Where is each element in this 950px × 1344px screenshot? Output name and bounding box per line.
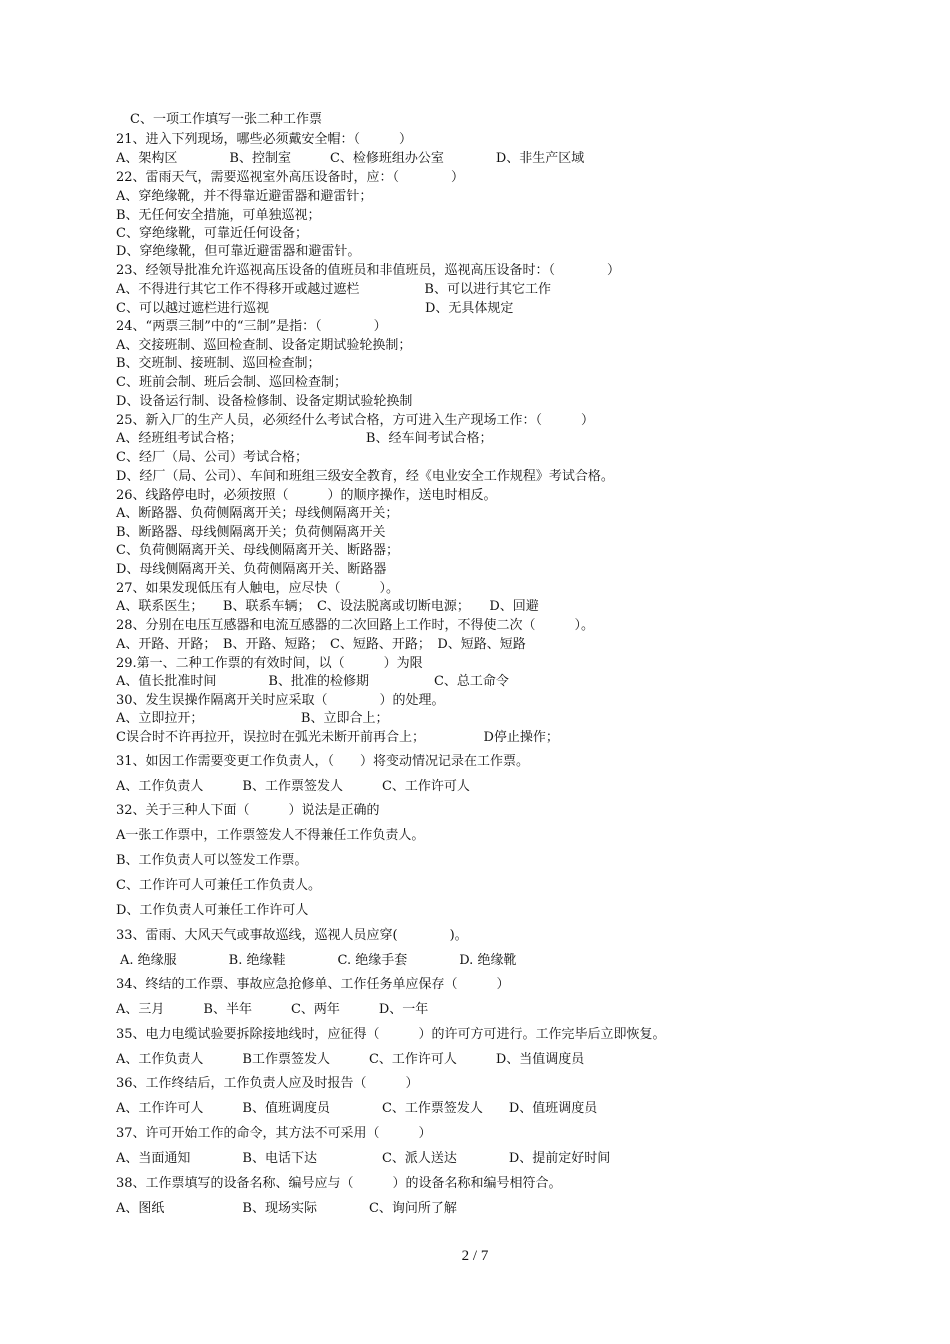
text-line: D、设备运行制、设备检修制、设备定期试验轮换制	[116, 394, 413, 409]
text-line: C、工作许可人可兼任工作负责人。	[116, 878, 321, 893]
text-line: 33、雷雨、大风天气或事故巡线，巡视人员应穿( )。	[116, 928, 468, 943]
text-line: A、断路器、负荷侧隔离开关；母线侧隔离开关；	[116, 506, 399, 521]
text-line: A、当面通知 B、电话下达 C、派人送达 D、提前定好时间	[116, 1151, 611, 1166]
text-line: 38、工作票填写的设备名称、编号应与（ ）的设备名称和编号相符合。	[116, 1176, 562, 1191]
text-line: A、架构区 B、控制室 C、检修班组办公室 D、非生产区域	[116, 151, 585, 166]
text-line: A. 绝缘服 B. 绝缘鞋 C. 绝缘手套 D. 绝缘靴	[120, 953, 517, 968]
text-line: 21、进入下列现场，哪些必须戴安全帽：（ ）	[116, 132, 413, 147]
text-line: 34、终结的工作票、事故应急抢修单、工作任务单应保存（ ）	[116, 977, 510, 992]
text-line: 35、电力电缆试验要拆除接地线时，应征得（ ）的许可方可进行。工作完毕后立即恢复。	[116, 1027, 666, 1042]
text-line: C误合时不许再拉开，误拉时在弧光未断开前再合上； D停止操作；	[116, 730, 559, 745]
text-line: D、经厂（局、公司）、车间和班组三级安全教育，经《电业安全工作规程》考试合格。	[116, 469, 614, 484]
text-line: A、工作负责人 B、工作票签发人 C、工作许可人	[116, 779, 470, 794]
text-line: 28、分别在电压互感器和电流互感器的二次回路上工作时，不得使二次（ ）。	[116, 618, 595, 633]
text-line: C、班前会制、班后会制、巡回检查制；	[116, 375, 347, 390]
text-line: A、不得进行其它工作不得移开或越过遮栏 B、可以进行其它工作	[116, 282, 551, 297]
text-line: D、穿绝缘靴，但可靠近避雷器和避雷针。	[116, 244, 361, 259]
text-line: A、交接班制、巡回检查制、设备定期试验轮换制；	[116, 338, 412, 353]
text-line: C、穿绝缘靴，可靠近任何设备；	[116, 226, 308, 241]
text-line: D、工作负责人可兼任工作许可人	[116, 903, 309, 918]
text-line: A、经班组考试合格； B、经车间考试合格；	[116, 431, 493, 446]
text-line: A一张工作票中，工作票签发人不得兼任工作负责人。	[116, 828, 425, 843]
text-line: 23、经领导批准允许巡视高压设备的值班员和非值班员，巡视高压设备时：（ ）	[116, 263, 621, 278]
text-line: C、一项工作填写一张二种工作票	[130, 112, 322, 127]
text-line: 30、发生误操作隔离开关时应采取（ ）的处理。	[116, 693, 445, 708]
text-line: A、开路、开路； B、开路、短路； C、短路、开路； D、短路、短路	[116, 637, 526, 652]
text-line: 31、如因工作需要变更工作负责人，（ ）将变动情况记录在工作票。	[116, 754, 530, 769]
text-line: B、工作负责人可以签发工作票。	[116, 853, 308, 868]
page-number: 2 / 7	[461, 1248, 489, 1264]
text-line: 24、“两票三制”中的“三制”是指：（ ）	[116, 319, 387, 334]
text-line: 29.第一、二种工作票的有效时间，以（ ）为限	[116, 656, 423, 671]
text-line: 27、如果发现低压有人触电，应尽快（ ）。	[116, 581, 400, 596]
text-line: A、三月 B、半年 C、两年 D、一年	[116, 1002, 429, 1017]
text-line: A、工作许可人 B、值班调度员 C、工作票签发人 D、值班调度员	[116, 1101, 598, 1116]
text-line: A、立即拉开； B、立即合上；	[116, 711, 389, 726]
text-line: A、联系医生； B、联系车辆； C、设法脱离或切断电源； D、回避	[116, 599, 539, 614]
text-line: B、断路器、母线侧隔离开关；负荷侧隔离开关	[116, 525, 386, 540]
text-line: B、交班制、接班制、巡回检查制；	[116, 356, 321, 371]
text-line: A、值长批准时间 B、批准的检修期 C、总工命令	[116, 674, 509, 689]
text-line: C、经厂（局、公司）考试合格；	[116, 450, 308, 465]
text-line: 26、线路停电时，必须按照（ ）的顺序操作，送电时相反。	[116, 488, 497, 503]
text-line: 25、新入厂的生产人员，必须经什么考试合格，方可进入生产现场工作：（ ）	[116, 413, 595, 428]
text-line: D、母线侧隔离开关、负荷侧隔离开关、断路器	[116, 562, 387, 577]
text-line: 37、许可开始工作的命令，其方法不可采用（ ）	[116, 1126, 432, 1141]
text-line: C、可以越过遮栏进行巡视 D、无具体规定	[116, 301, 514, 316]
text-line: 32、关于三种人下面（ ）说法是正确的	[116, 803, 380, 818]
text-line: A、图纸 B、现场实际 C、询问所了解	[116, 1201, 457, 1216]
text-line: 22、雷雨天气，需要巡视室外高压设备时，应：（ ）	[116, 170, 465, 185]
text-line: C、负荷侧隔离开关、母线侧隔离开关、断路器；	[116, 543, 399, 558]
text-line: B、无任何安全措施，可单独巡视；	[116, 208, 321, 223]
text-line: A、穿绝缘靴，并不得靠近避雷器和避雷针；	[116, 189, 373, 204]
text-line: A、工作负责人 B工作票签发人 C、工作许可人 D、当值调度员	[116, 1052, 585, 1067]
text-line: 36、工作终结后，工作负责人应及时报告（ ）	[116, 1076, 419, 1091]
